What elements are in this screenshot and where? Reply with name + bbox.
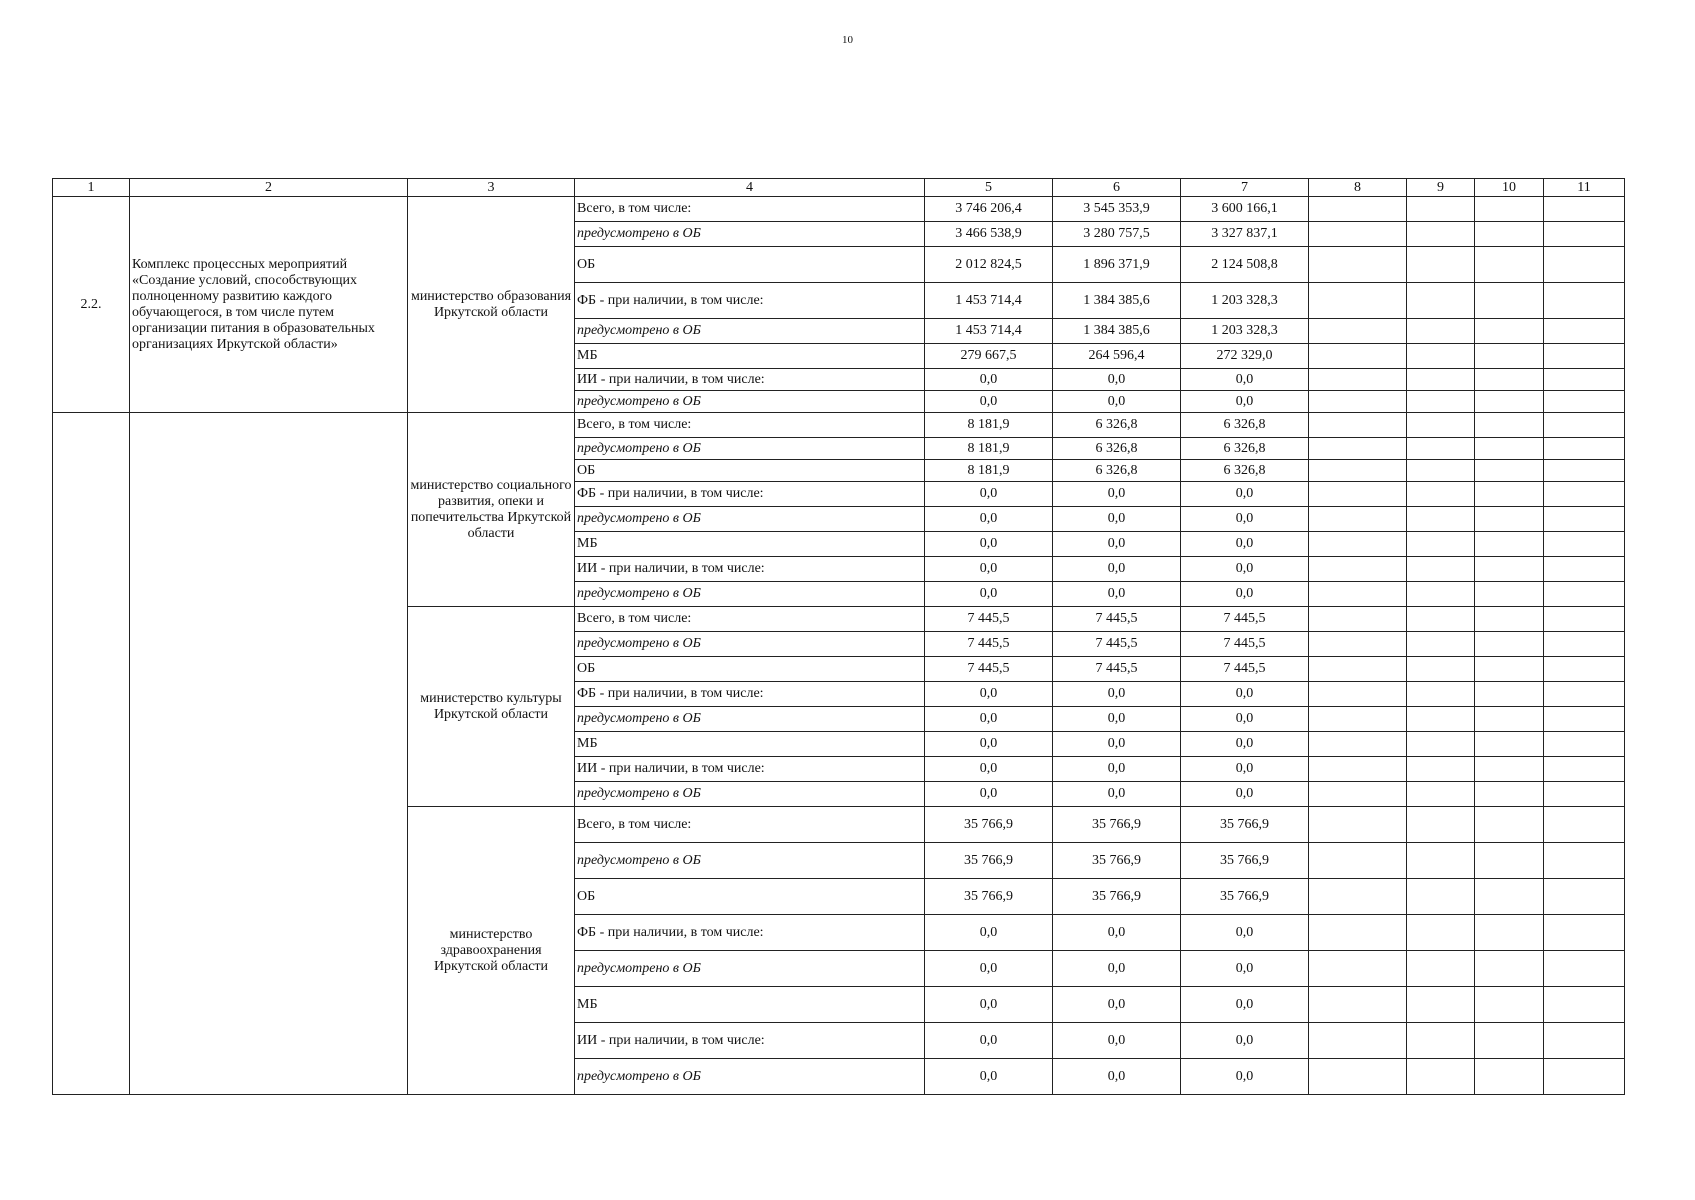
empty-col-8 [1309,843,1407,879]
empty-col-11 [1544,807,1625,843]
value-col-6: 0,0 [1053,757,1181,782]
value-col-6: 0,0 [1053,987,1181,1023]
empty-col-11 [1544,391,1625,413]
empty-col-11 [1544,1023,1625,1059]
empty-col-9 [1407,197,1475,222]
empty-col-10 [1475,607,1544,632]
value-col-6: 0,0 [1053,507,1181,532]
empty-col-11 [1544,438,1625,460]
empty-col-9 [1407,413,1475,438]
empty-col-11 [1544,682,1625,707]
item-code-cell: 2.2. [53,197,130,413]
empty-col-10 [1475,482,1544,507]
empty-col-8 [1309,782,1407,807]
empty-col-9 [1407,507,1475,532]
empty-col-9 [1407,557,1475,582]
funding-source-label: МБ [575,732,925,757]
empty-col-9 [1407,757,1475,782]
funding-source-label: предусмотрено в ОБ [575,222,925,247]
empty-col-11 [1544,843,1625,879]
funding-source-label: ФБ - при наличии, в том числе: [575,482,925,507]
empty-col-8 [1309,807,1407,843]
value-col-7: 3 600 166,1 [1181,197,1309,222]
funding-source-label: Всего, в том числе: [575,807,925,843]
empty-col-11 [1544,222,1625,247]
empty-col-8 [1309,532,1407,557]
empty-col-8 [1309,707,1407,732]
empty-col-9 [1407,607,1475,632]
empty-col-8 [1309,1059,1407,1095]
empty-col-10 [1475,413,1544,438]
empty-col-9 [1407,391,1475,413]
header-cell: 6 [1053,179,1181,197]
empty-col-10 [1475,222,1544,247]
funding-source-label: предусмотрено в ОБ [575,582,925,607]
value-col-7: 0,0 [1181,951,1309,987]
funding-source-label: ИИ - при наличии, в том числе: [575,369,925,391]
empty-col-9 [1407,843,1475,879]
empty-col-10 [1475,507,1544,532]
empty-col-11 [1544,987,1625,1023]
value-col-7: 272 329,0 [1181,344,1309,369]
value-col-7: 7 445,5 [1181,607,1309,632]
value-col-5: 7 445,5 [925,632,1053,657]
empty-col-11 [1544,460,1625,482]
empty-col-11 [1544,319,1625,344]
value-col-5: 35 766,9 [925,879,1053,915]
empty-col-8 [1309,507,1407,532]
empty-col-11 [1544,951,1625,987]
empty-col-8 [1309,482,1407,507]
funding-source-label: предусмотрено в ОБ [575,1059,925,1095]
empty-col-10 [1475,732,1544,757]
funding-source-label: ИИ - при наличии, в том числе: [575,557,925,582]
empty-col-10 [1475,879,1544,915]
value-col-6: 6 326,8 [1053,413,1181,438]
value-col-7: 1 203 328,3 [1181,319,1309,344]
value-col-5: 0,0 [925,532,1053,557]
value-col-7: 3 327 837,1 [1181,222,1309,247]
empty-col-10 [1475,657,1544,682]
empty-col-11 [1544,757,1625,782]
empty-col-11 [1544,283,1625,319]
empty-col-10 [1475,344,1544,369]
funding-source-label: Всего, в том числе: [575,607,925,632]
empty-col-8 [1309,657,1407,682]
empty-col-10 [1475,843,1544,879]
header-row [53,179,1625,197]
funding-source-label: предусмотрено в ОБ [575,707,925,732]
funding-source-label: Всего, в том числе: [575,413,925,438]
budget-table [52,178,1625,1095]
empty-col-8 [1309,632,1407,657]
header-cell: 2 [130,179,408,197]
empty-col-10 [1475,319,1544,344]
funding-source-label: ИИ - при наличии, в том числе: [575,757,925,782]
value-col-5: 0,0 [925,707,1053,732]
value-col-7: 0,0 [1181,507,1309,532]
value-col-6: 1 896 371,9 [1053,247,1181,283]
value-col-6: 7 445,5 [1053,632,1181,657]
value-col-5: 2 012 824,5 [925,247,1053,283]
header-cell: 11 [1544,179,1625,197]
value-col-5: 0,0 [925,732,1053,757]
value-col-7: 0,0 [1181,732,1309,757]
value-col-6: 0,0 [1053,482,1181,507]
value-col-6: 6 326,8 [1053,438,1181,460]
value-col-6: 0,0 [1053,915,1181,951]
value-col-7: 6 326,8 [1181,460,1309,482]
value-col-5: 7 445,5 [925,657,1053,682]
empty-col-8 [1309,369,1407,391]
header-cell: 1 [53,179,130,197]
header-cell: 5 [925,179,1053,197]
empty-col-10 [1475,532,1544,557]
empty-col-10 [1475,915,1544,951]
value-col-6: 1 384 385,6 [1053,283,1181,319]
ministry-cell: министерство образования Иркутской области [408,197,575,413]
value-col-6: 0,0 [1053,682,1181,707]
value-col-6: 0,0 [1053,391,1181,413]
empty-col-10 [1475,782,1544,807]
empty-col-9 [1407,807,1475,843]
empty-col-11 [1544,507,1625,532]
empty-col-8 [1309,879,1407,915]
value-col-7: 0,0 [1181,532,1309,557]
header-cell: 8 [1309,179,1407,197]
value-col-6: 1 384 385,6 [1053,319,1181,344]
value-col-7: 0,0 [1181,369,1309,391]
empty-col-9 [1407,1059,1475,1095]
empty-col-8 [1309,247,1407,283]
funding-source-label: предусмотрено в ОБ [575,319,925,344]
empty-col-9 [1407,632,1475,657]
value-col-7: 0,0 [1181,582,1309,607]
value-col-7: 35 766,9 [1181,807,1309,843]
empty-col-11 [1544,557,1625,582]
empty-col-10 [1475,369,1544,391]
value-col-6: 0,0 [1053,532,1181,557]
empty-col-11 [1544,344,1625,369]
funding-source-label: предусмотрено в ОБ [575,507,925,532]
value-col-7: 0,0 [1181,1023,1309,1059]
empty-col-11 [1544,582,1625,607]
value-col-7: 0,0 [1181,557,1309,582]
funding-source-label: ИИ - при наличии, в том числе: [575,1023,925,1059]
empty-col-11 [1544,732,1625,757]
value-col-6: 35 766,9 [1053,843,1181,879]
empty-col-9 [1407,222,1475,247]
funding-source-label: предусмотрено в ОБ [575,391,925,413]
value-col-5: 0,0 [925,391,1053,413]
empty-col-8 [1309,413,1407,438]
empty-col-9 [1407,951,1475,987]
value-col-6: 0,0 [1053,782,1181,807]
value-col-5: 3 746 206,4 [925,197,1053,222]
value-col-6: 35 766,9 [1053,807,1181,843]
value-col-5: 0,0 [925,757,1053,782]
funding-source-label: предусмотрено в ОБ [575,951,925,987]
value-col-6: 7 445,5 [1053,657,1181,682]
value-col-7: 0,0 [1181,482,1309,507]
funding-source-label: предусмотрено в ОБ [575,843,925,879]
value-col-7: 0,0 [1181,782,1309,807]
empty-col-9 [1407,657,1475,682]
ministry-cell: министерство культуры Иркутской области [408,607,575,807]
table-row [53,197,1625,222]
empty-col-10 [1475,438,1544,460]
value-col-6: 0,0 [1053,582,1181,607]
empty-col-8 [1309,344,1407,369]
empty-col-9 [1407,582,1475,607]
item-name-cell: Комплекс процессных мероприятий «Создание условий, способствующих полноценному развитию каждого обучающегося, в том числе путем организации питания в образовательных организациях Иркутской области» [130,197,408,413]
funding-source-label: ФБ - при наличии, в том числе: [575,283,925,319]
empty-col-10 [1475,582,1544,607]
value-col-7: 6 326,8 [1181,413,1309,438]
empty-col-8 [1309,460,1407,482]
value-col-7: 7 445,5 [1181,632,1309,657]
value-col-6: 7 445,5 [1053,607,1181,632]
empty-col-10 [1475,807,1544,843]
value-col-5: 1 453 714,4 [925,283,1053,319]
value-col-5: 35 766,9 [925,807,1053,843]
empty-code-cell [53,413,130,1095]
empty-col-9 [1407,879,1475,915]
empty-col-9 [1407,682,1475,707]
funding-source-label: ФБ - при наличии, в том числе: [575,915,925,951]
empty-col-11 [1544,1059,1625,1095]
value-col-5: 7 445,5 [925,607,1053,632]
funding-source-label: предусмотрено в ОБ [575,632,925,657]
value-col-5: 1 453 714,4 [925,319,1053,344]
header-cell: 10 [1475,179,1544,197]
empty-col-8 [1309,283,1407,319]
empty-col-9 [1407,732,1475,757]
empty-col-8 [1309,757,1407,782]
value-col-6: 264 596,4 [1053,344,1181,369]
empty-col-8 [1309,732,1407,757]
empty-col-10 [1475,247,1544,283]
empty-col-10 [1475,682,1544,707]
empty-col-11 [1544,532,1625,557]
empty-col-9 [1407,460,1475,482]
empty-col-11 [1544,707,1625,732]
empty-col-10 [1475,707,1544,732]
value-col-7: 6 326,8 [1181,438,1309,460]
value-col-7: 0,0 [1181,757,1309,782]
header-cell: 3 [408,179,575,197]
header-cell: 9 [1407,179,1475,197]
empty-col-11 [1544,915,1625,951]
empty-col-8 [1309,1023,1407,1059]
value-col-6: 0,0 [1053,1059,1181,1095]
empty-col-9 [1407,532,1475,557]
ministry-cell: министерство здравоохранения Иркутской области [408,807,575,1095]
ministry-cell: министерство социального развития, опеки и попечительства Иркутской области [408,413,575,607]
value-col-5: 0,0 [925,1059,1053,1095]
empty-col-8 [1309,391,1407,413]
value-col-7: 0,0 [1181,682,1309,707]
value-col-5: 35 766,9 [925,843,1053,879]
value-col-5: 0,0 [925,507,1053,532]
value-col-5: 0,0 [925,915,1053,951]
value-col-5: 0,0 [925,782,1053,807]
value-col-7: 0,0 [1181,391,1309,413]
value-col-7: 1 203 328,3 [1181,283,1309,319]
value-col-5: 0,0 [925,369,1053,391]
empty-col-10 [1475,197,1544,222]
empty-col-9 [1407,987,1475,1023]
value-col-7: 7 445,5 [1181,657,1309,682]
funding-source-label: ОБ [575,657,925,682]
funding-source-label: ОБ [575,879,925,915]
empty-col-8 [1309,915,1407,951]
value-col-6: 6 326,8 [1053,460,1181,482]
empty-col-11 [1544,879,1625,915]
value-col-7: 2 124 508,8 [1181,247,1309,283]
empty-col-11 [1544,782,1625,807]
value-col-5: 0,0 [925,582,1053,607]
empty-col-11 [1544,247,1625,283]
empty-col-10 [1475,391,1544,413]
value-col-6: 3 280 757,5 [1053,222,1181,247]
empty-col-8 [1309,222,1407,247]
value-col-5: 0,0 [925,682,1053,707]
empty-col-10 [1475,1059,1544,1095]
empty-col-11 [1544,482,1625,507]
funding-source-label: Всего, в том числе: [575,197,925,222]
table-row [53,413,1625,438]
empty-col-9 [1407,247,1475,283]
value-col-5: 0,0 [925,557,1053,582]
empty-col-9 [1407,438,1475,460]
value-col-7: 0,0 [1181,707,1309,732]
value-col-5: 8 181,9 [925,438,1053,460]
empty-col-11 [1544,657,1625,682]
empty-col-9 [1407,707,1475,732]
empty-col-8 [1309,682,1407,707]
funding-source-label: ОБ [575,247,925,283]
value-col-5: 8 181,9 [925,460,1053,482]
empty-col-9 [1407,1023,1475,1059]
empty-col-8 [1309,438,1407,460]
header-cell: 7 [1181,179,1309,197]
empty-col-10 [1475,460,1544,482]
value-col-5: 0,0 [925,951,1053,987]
empty-col-8 [1309,987,1407,1023]
empty-col-8 [1309,582,1407,607]
value-col-7: 35 766,9 [1181,843,1309,879]
value-col-6: 0,0 [1053,557,1181,582]
empty-col-8 [1309,197,1407,222]
funding-source-label: МБ [575,532,925,557]
value-col-7: 35 766,9 [1181,879,1309,915]
empty-col-10 [1475,951,1544,987]
value-col-6: 3 545 353,9 [1053,197,1181,222]
funding-source-label: предусмотрено в ОБ [575,782,925,807]
empty-col-9 [1407,344,1475,369]
funding-source-label: МБ [575,344,925,369]
value-col-6: 35 766,9 [1053,879,1181,915]
empty-col-11 [1544,632,1625,657]
empty-col-10 [1475,632,1544,657]
value-col-6: 0,0 [1053,732,1181,757]
empty-col-11 [1544,413,1625,438]
value-col-5: 0,0 [925,987,1053,1023]
empty-col-10 [1475,757,1544,782]
empty-col-8 [1309,607,1407,632]
empty-col-9 [1407,319,1475,344]
empty-name-cell [130,413,408,1095]
value-col-5: 8 181,9 [925,413,1053,438]
empty-col-8 [1309,951,1407,987]
empty-col-8 [1309,557,1407,582]
value-col-5: 0,0 [925,482,1053,507]
value-col-5: 0,0 [925,1023,1053,1059]
empty-col-11 [1544,607,1625,632]
empty-col-10 [1475,283,1544,319]
empty-col-11 [1544,197,1625,222]
empty-col-9 [1407,283,1475,319]
empty-col-9 [1407,482,1475,507]
empty-col-10 [1475,557,1544,582]
page-number: 10 [842,34,853,46]
funding-source-label: ОБ [575,460,925,482]
empty-col-8 [1309,319,1407,344]
value-col-6: 0,0 [1053,1023,1181,1059]
header-cell: 4 [575,179,925,197]
value-col-7: 0,0 [1181,987,1309,1023]
empty-col-11 [1544,369,1625,391]
value-col-6: 0,0 [1053,707,1181,732]
value-col-6: 0,0 [1053,951,1181,987]
empty-col-10 [1475,987,1544,1023]
value-col-5: 279 667,5 [925,344,1053,369]
value-col-7: 0,0 [1181,1059,1309,1095]
empty-col-10 [1475,1023,1544,1059]
table-body [53,179,1625,1095]
value-col-7: 0,0 [1181,915,1309,951]
funding-source-label: предусмотрено в ОБ [575,438,925,460]
value-col-6: 0,0 [1053,369,1181,391]
empty-col-9 [1407,369,1475,391]
empty-col-9 [1407,782,1475,807]
value-col-5: 3 466 538,9 [925,222,1053,247]
empty-col-9 [1407,915,1475,951]
funding-source-label: ФБ - при наличии, в том числе: [575,682,925,707]
funding-source-label: МБ [575,987,925,1023]
